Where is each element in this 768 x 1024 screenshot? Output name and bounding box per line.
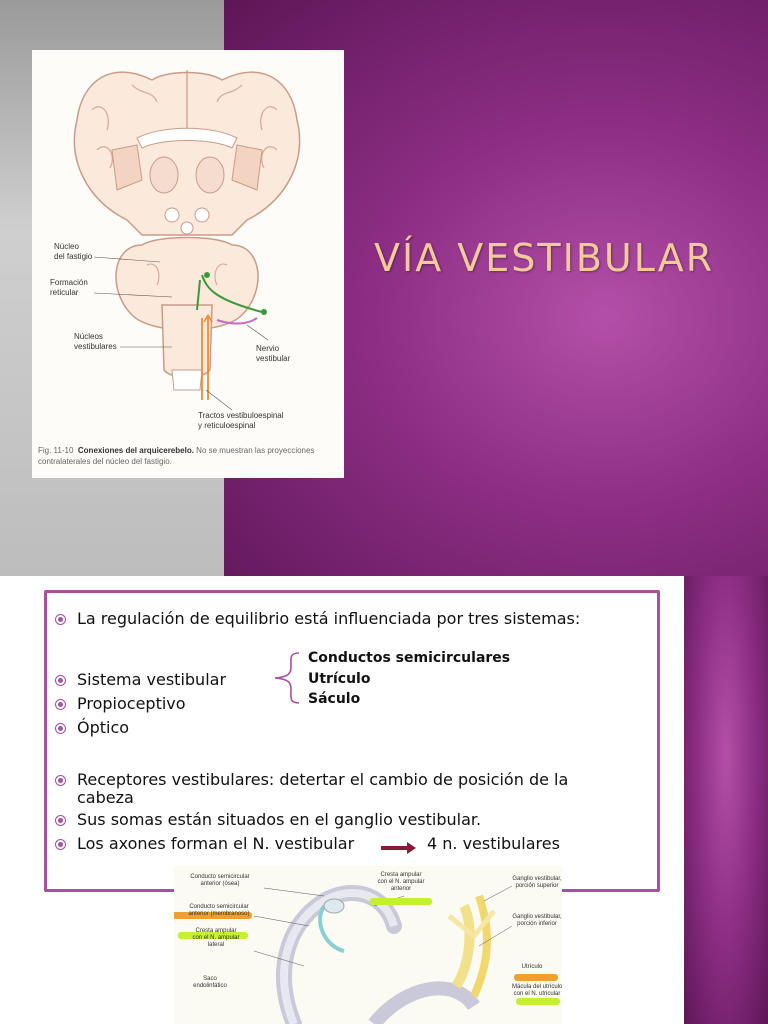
label-cresta-lateral: Cresta ampular con el N. ampular lateral	[192, 928, 240, 948]
system-vestibular: Sistema vestibular	[77, 670, 227, 689]
somas-text: Sus somas están situados en el ganglio vestibular.	[77, 810, 482, 829]
label-ganglio-superior: Ganglio vestibular, porción superior	[512, 876, 562, 889]
system-optico: Óptico	[77, 718, 130, 737]
bullet-icon	[55, 614, 66, 625]
bullet-icon	[55, 699, 66, 710]
label-conducto-anterior-osea: Conducto semicircular anterior (ósea)	[190, 874, 250, 887]
vestibular-part-conductos: Conductos semicirculares	[308, 650, 511, 666]
system-propioceptivo: Propioceptivo	[77, 694, 186, 713]
receptors-text-line2: cabeza	[77, 788, 134, 807]
bullet-icon	[55, 723, 66, 734]
label-nucleo-fastigio: Núcleo del fastigio	[54, 242, 93, 261]
green-highlight	[516, 998, 560, 1005]
content-textbox	[44, 590, 660, 892]
receptors-text-line1: Receptores vestibulares: detertar el cambio de posición de la	[77, 770, 569, 789]
axons-text: Los axones forman el N. vestibular	[77, 834, 355, 853]
label-ganglio-inferior: Ganglio vestibular, porción inferior	[512, 914, 562, 927]
brace-icon	[269, 649, 301, 707]
label-macula-utriculo: Mácula del utrículo con el N. utricular	[512, 984, 562, 997]
label-nucleos-vestibulares: Núcleos vestibulares	[74, 332, 117, 351]
brain-figure	[32, 50, 344, 478]
label-tractos: Tractos vestibuloespinal y reticuloespinal	[198, 411, 284, 430]
intro-text: La regulación de equilibrio está influenciada por tres sistemas:	[77, 609, 581, 628]
label-cresta-anterior: Cresta ampular con el N. ampular anterior	[377, 872, 425, 892]
inner-ear-figure	[174, 866, 562, 1024]
label-formacion-reticular: Formación reticular	[50, 278, 88, 297]
orange-highlight	[514, 974, 558, 981]
arrow-right-icon	[381, 841, 417, 855]
bullet-icon	[55, 815, 66, 826]
label-saco-endolinfatico: Saco endolinfático	[193, 976, 227, 989]
vestibular-part-utriculo: Utrículo	[308, 671, 371, 687]
bullet-icon	[55, 775, 66, 786]
label-conducto-anterior-membranoso: Conducto semicircular anterior (membranoso)	[188, 904, 250, 917]
brain-illustration	[32, 50, 344, 478]
slide-title-text: VÍA VESTIBULAR	[374, 236, 715, 280]
purple-side-strip	[684, 576, 768, 1024]
vestibular-part-saculo: Sáculo	[308, 691, 361, 707]
bullet-icon	[55, 839, 66, 850]
label-nervio-vestibular: Nervio vestibular	[256, 344, 291, 363]
slide-content	[0, 576, 768, 1024]
figure-caption: Fig. 11-10 Conexiones del arquicerebelo. No se muestran las proyecciones contralaterales del núcleo del fastigio.	[38, 446, 315, 466]
label-utriculo: Utrículo	[521, 964, 543, 970]
axons-result-text: 4 n. vestibulares	[427, 834, 560, 853]
bullet-icon	[55, 675, 66, 686]
green-highlight	[370, 898, 432, 905]
